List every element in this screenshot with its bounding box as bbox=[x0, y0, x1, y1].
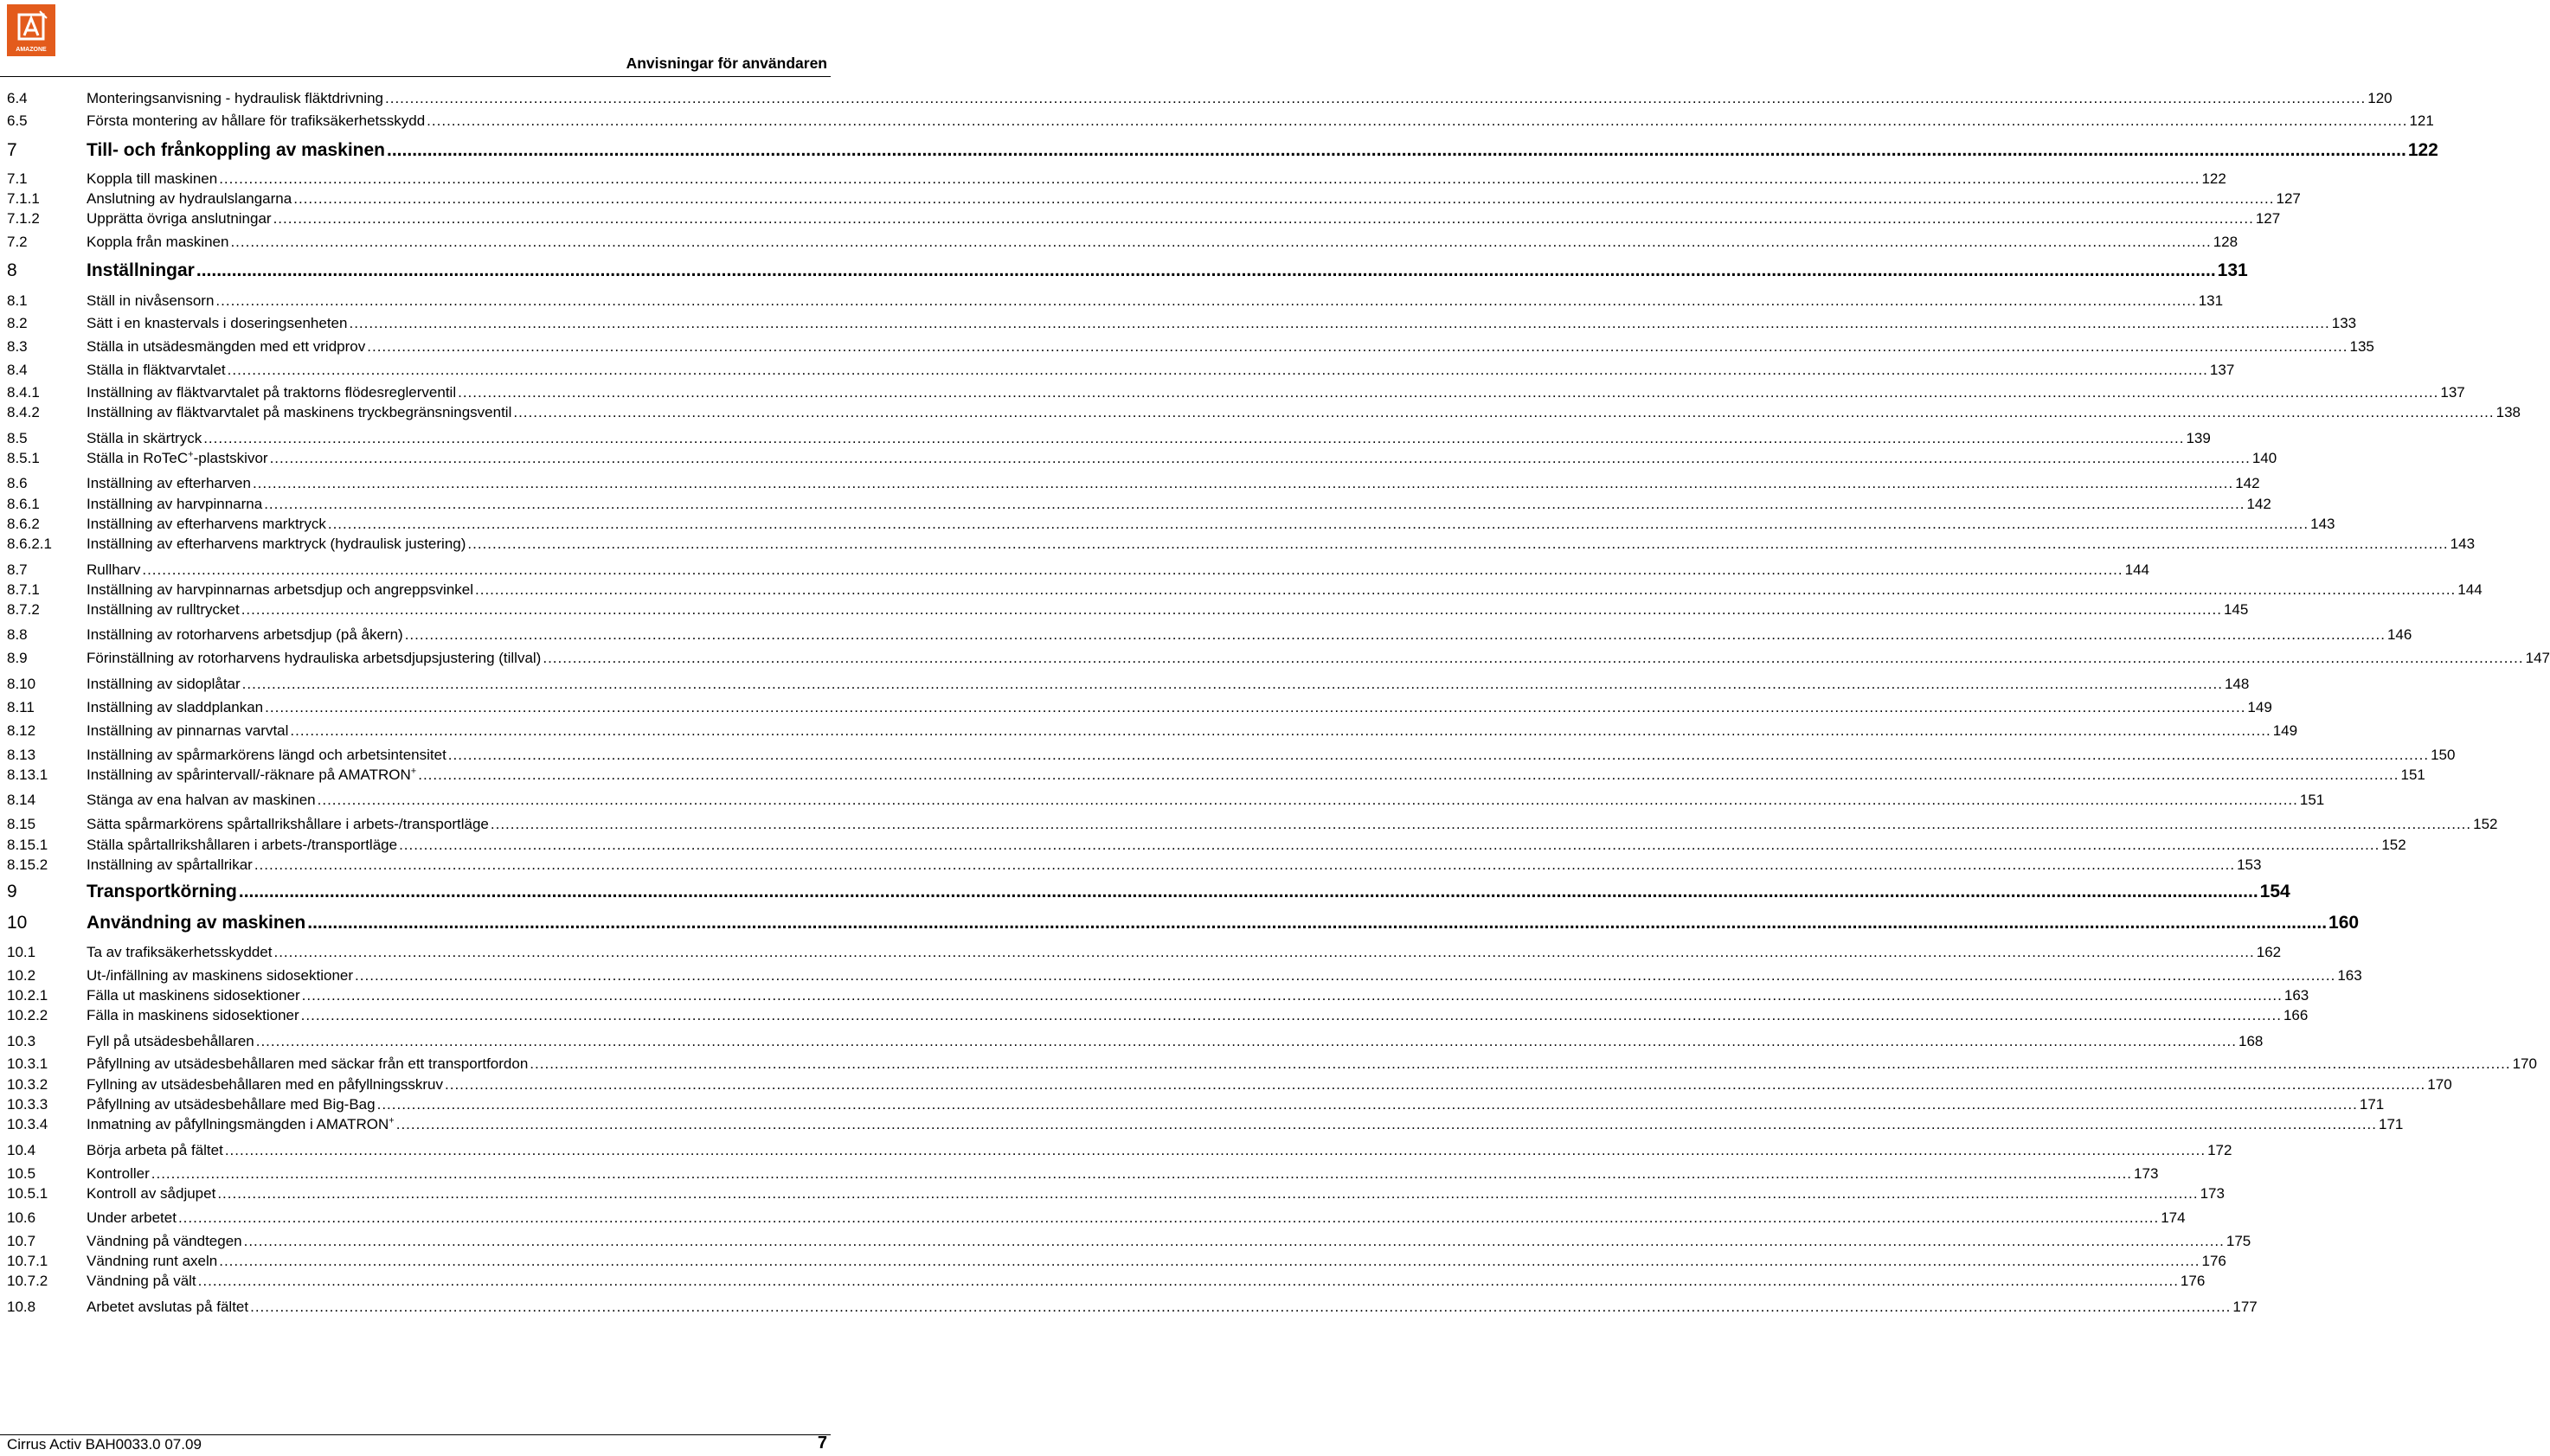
toc-entry-number: 10.2.1 bbox=[7, 987, 48, 1004]
toc-entry-number: 8.13.1 bbox=[7, 766, 48, 783]
toc-dot-leader: ................................................................................................................................................................................................................................................................................................................................................................................................................ bbox=[327, 516, 2309, 532]
toc-entry-title: Ställa spårtallrikshållaren i arbets-/transportläge bbox=[87, 837, 398, 853]
toc-dot-leader: ................................................................................................................................................................................................................................................................................................................................................................................................................ bbox=[241, 676, 2223, 692]
toc-entry[interactable] bbox=[7, 1273, 2206, 1293]
toc-entry-page: 174 bbox=[2161, 1209, 2186, 1226]
toc-entry-number: 8.11 bbox=[7, 699, 35, 715]
toc-entry-number: 7.1.1 bbox=[7, 190, 40, 207]
toc-dot-leader: ................................................................................................................................................................................................................................................................................................................................................................................................................ bbox=[307, 913, 2328, 933]
toc-entry[interactable] bbox=[7, 1165, 2159, 1186]
toc-dot-leader: ................................................................................................................................................................................................................................................................................................................................................................................................................ bbox=[219, 170, 2200, 187]
footer-divider bbox=[0, 1434, 831, 1435]
toc-dot-leader: ................................................................................................................................................................................................................................................................................................................................................................................................................ bbox=[219, 1253, 2200, 1269]
toc-entry-title: Inställning av spårmarkörens längd och arbetsintensitet bbox=[87, 747, 446, 763]
toc-entry-number: 8.15 bbox=[7, 816, 36, 832]
toc-entry-page: 152 bbox=[2473, 816, 2498, 832]
toc-entry[interactable] bbox=[7, 516, 2335, 536]
toc-entry-page: 131 bbox=[2198, 292, 2224, 309]
toc-entry-page: 137 bbox=[2440, 384, 2465, 401]
toc-entry-page: 166 bbox=[2283, 1007, 2309, 1023]
toc-entry-number: 10.7 bbox=[7, 1233, 36, 1249]
toc-entry-page: 137 bbox=[2209, 362, 2235, 378]
toc-entry-page: 177 bbox=[2232, 1299, 2258, 1315]
toc-dot-leader: ................................................................................................................................................................................................................................................................................................................................................................................................................ bbox=[395, 1116, 2377, 1132]
toc-entry[interactable] bbox=[7, 190, 2301, 211]
toc-entry[interactable] bbox=[7, 837, 2406, 857]
toc-entry-number: 9 bbox=[7, 882, 17, 901]
toc-dot-leader: ................................................................................................................................................................................................................................................................................................................................................................................................................ bbox=[293, 190, 2275, 207]
toc-dot-leader: ................................................................................................................................................................................................................................................................................................................................................................................................................ bbox=[387, 140, 2406, 160]
toc-entry[interactable] bbox=[7, 1253, 2226, 1273]
toc-entry[interactable] bbox=[7, 816, 2498, 837]
toc-entry-page: 176 bbox=[2201, 1253, 2226, 1269]
toc-entry-page: 127 bbox=[2255, 210, 2281, 227]
toc-dot-leader: ................................................................................................................................................................................................................................................................................................................................................................................................................ bbox=[301, 987, 2283, 1004]
toc-entry-title: Kontroller bbox=[87, 1165, 150, 1182]
page-header-title: Anvisningar för användaren bbox=[626, 55, 827, 72]
toc-entry-number: 8.3 bbox=[7, 338, 28, 355]
toc-entry-title: Vändning på vält bbox=[87, 1273, 196, 1289]
toc-entry-title: Monteringsanvisning - hydraulisk fläktdrivning bbox=[87, 90, 383, 106]
toc-entry[interactable] bbox=[7, 766, 2425, 787]
toc-entry-page: 152 bbox=[2381, 837, 2406, 853]
toc-entry[interactable] bbox=[7, 1055, 2537, 1076]
toc-entry[interactable] bbox=[7, 561, 2149, 582]
toc-entry[interactable] bbox=[7, 792, 2325, 812]
toc-entry-page: 147 bbox=[2525, 650, 2550, 666]
toc-dot-leader: ................................................................................................................................................................................................................................................................................................................................................................................................................ bbox=[269, 450, 2251, 466]
toc-entry[interactable] bbox=[7, 384, 2465, 405]
toc-entry-number: 10.3.3 bbox=[7, 1096, 48, 1113]
toc-entry-superscript: + bbox=[188, 449, 194, 460]
toc-entry-page: 171 bbox=[2379, 1116, 2404, 1132]
toc-dot-leader: ................................................................................................................................................................................................................................................................................................................................................................................................................ bbox=[376, 1096, 2358, 1113]
toc-entry-title: Inställning av spårintervall/-räknare på AMATRON+ bbox=[87, 766, 417, 783]
toc-entry-title: Vändning runt axeln bbox=[87, 1253, 218, 1269]
toc-entry-number: 8.6.2.1 bbox=[7, 536, 52, 552]
toc-entry[interactable] bbox=[7, 1076, 2452, 1097]
toc-entry-number: 7.1 bbox=[7, 170, 28, 187]
toc-entry[interactable] bbox=[7, 1033, 2264, 1054]
toc-entry-title: Sätta spårmarkörens spårtallrikshållare i arbets-/transportläge bbox=[87, 816, 489, 832]
toc-entry-title: Inmatning av påfyllningsmängden i AMATRON+ bbox=[87, 1115, 395, 1132]
toc-entry-title: Anslutning av hydraulslangarna bbox=[87, 190, 292, 207]
toc-entry[interactable] bbox=[7, 210, 2281, 231]
toc-entry[interactable] bbox=[7, 292, 2224, 313]
toc-dot-leader: ................................................................................................................................................................................................................................................................................................................................................................................................................ bbox=[513, 404, 2495, 420]
toc-entry-page: 131 bbox=[2217, 260, 2248, 280]
toc-entry-number: 7.1.2 bbox=[7, 210, 40, 227]
toc-entry[interactable] bbox=[7, 430, 2211, 451]
toc-entry[interactable] bbox=[7, 1007, 2309, 1028]
toc-entry-page: 168 bbox=[2238, 1033, 2264, 1049]
toc-entry-page: 142 bbox=[2246, 496, 2271, 512]
toc-dot-leader: ................................................................................................................................................................................................................................................................................................................................................................................................................ bbox=[215, 292, 2197, 309]
toc-entry-number: 8.15.2 bbox=[7, 856, 48, 873]
toc-entry-page: 128 bbox=[2213, 234, 2238, 250]
toc-dot-leader: ................................................................................................................................................................................................................................................................................................................................................................................................................ bbox=[250, 1299, 2232, 1315]
toc-dot-leader: ................................................................................................................................................................................................................................................................................................................................................................................................................ bbox=[399, 837, 2380, 853]
toc-entry[interactable] bbox=[7, 1142, 2232, 1163]
logo-graphic bbox=[7, 4, 55, 56]
toc-dot-leader: ................................................................................................................................................................................................................................................................................................................................................................................................................ bbox=[385, 90, 2367, 106]
toc-dot-leader: ................................................................................................................................................................................................................................................................................................................................................................................................................ bbox=[224, 1142, 2206, 1158]
toc-entry-title: Förinställning av rotorharvens hydrauliska arbetsdjupsjustering (tillval) bbox=[87, 650, 542, 666]
toc-entry-title: Inställning av pinnarnas varvtal bbox=[87, 722, 289, 739]
toc-dot-leader: ................................................................................................................................................................................................................................................................................................................................................................................................................ bbox=[300, 1007, 2282, 1023]
toc-entry-page: 170 bbox=[2512, 1055, 2537, 1072]
toc-entry[interactable] bbox=[7, 882, 2290, 908]
toc-entry-number: 10 bbox=[7, 913, 28, 933]
toc-dot-leader: ................................................................................................................................................................................................................................................................................................................................................................................................................ bbox=[349, 315, 2330, 331]
toc-entry-page: 170 bbox=[2427, 1076, 2452, 1093]
toc-entry-page: 154 bbox=[2259, 882, 2290, 901]
toc-entry[interactable] bbox=[7, 1096, 2385, 1117]
toc-entry-title: Inställning av rulltrycket bbox=[87, 601, 240, 618]
toc-entry-page: 135 bbox=[2349, 338, 2374, 355]
toc-entry-number: 8.15.1 bbox=[7, 837, 48, 853]
toc-dot-leader: ................................................................................................................................................................................................................................................................................................................................................................................................................ bbox=[490, 816, 2472, 832]
toc-entry-title: Inställning av sladdplankan bbox=[87, 699, 264, 715]
toc-entry[interactable] bbox=[7, 699, 2272, 720]
toc-entry-title: Transportkörning bbox=[87, 882, 237, 901]
toc-entry-number: 8.4 bbox=[7, 362, 28, 378]
toc-entry-number: 10.4 bbox=[7, 1142, 36, 1158]
toc-entry-title: Påfyllning av utsädesbehållaren med säckar från ett transportfordon bbox=[87, 1055, 529, 1072]
toc-entry[interactable] bbox=[7, 967, 2362, 988]
toc-entry-number: 10.2.2 bbox=[7, 1007, 48, 1023]
toc-entry[interactable] bbox=[7, 112, 2434, 133]
toc-entry-number: 8.2 bbox=[7, 315, 28, 331]
toc-entry-number: 10.7.1 bbox=[7, 1253, 48, 1269]
toc-entry-title: Rullharv bbox=[87, 561, 141, 578]
toc-entry-number: 8.6.1 bbox=[7, 496, 40, 512]
toc-entry-page: 142 bbox=[2235, 475, 2260, 491]
header-divider bbox=[0, 76, 831, 77]
toc-dot-leader: ................................................................................................................................................................................................................................................................................................................................................................................................................ bbox=[203, 430, 2185, 446]
toc-entry[interactable] bbox=[7, 449, 2277, 471]
toc-entry[interactable] bbox=[7, 601, 2249, 622]
toc-entry-page: 145 bbox=[2223, 601, 2249, 618]
toc-entry-title: Kontroll av sådjupet bbox=[87, 1185, 216, 1202]
logo-text: AMAZONE bbox=[16, 47, 47, 53]
toc-entry-title: Vändning på vändtegen bbox=[87, 1233, 242, 1249]
toc-entry-number: 8.5 bbox=[7, 430, 28, 446]
toc-entry-page: 144 bbox=[2124, 561, 2149, 578]
toc-dot-leader: ................................................................................................................................................................................................................................................................................................................................................................................................................ bbox=[264, 496, 2245, 512]
toc-dot-leader: ................................................................................................................................................................................................................................................................................................................................................................................................................ bbox=[447, 747, 2430, 763]
toc-entry-page: 150 bbox=[2431, 747, 2456, 763]
toc-entry-title: Upprätta övriga anslutningar bbox=[87, 210, 272, 227]
toc-entry-number: 8.6.2 bbox=[7, 516, 40, 532]
toc-entry-title: Första montering av hållare för trafiksäkerhetsskydd bbox=[87, 112, 426, 129]
toc-entry-number: 6.5 bbox=[7, 112, 28, 129]
toc-entry-page: 173 bbox=[2134, 1165, 2159, 1182]
toc-entry-title: Koppla från maskinen bbox=[87, 234, 229, 250]
toc-entry-number: 10.8 bbox=[7, 1299, 36, 1315]
toc-entry-number: 7.2 bbox=[7, 234, 28, 250]
toc-entry-title: Inställning av efterharvens marktryck bbox=[87, 516, 326, 532]
toc-entry[interactable] bbox=[7, 987, 2309, 1008]
toc-entry-title: Stänga av ena halvan av maskinen bbox=[87, 792, 316, 808]
toc-entry[interactable] bbox=[7, 362, 2235, 382]
toc-entry-number: 8.12 bbox=[7, 722, 36, 739]
toc-entry[interactable] bbox=[7, 1185, 2225, 1206]
toc-entry[interactable] bbox=[7, 338, 2374, 359]
toc-entry-page: 153 bbox=[2237, 856, 2262, 873]
toc-entry-number: 10.3.4 bbox=[7, 1116, 48, 1132]
toc-entry-page: 122 bbox=[2201, 170, 2226, 187]
toc-entry[interactable] bbox=[7, 496, 2271, 516]
toc-entry[interactable] bbox=[7, 260, 2248, 286]
toc-entry-title: Inställning av harvpinnarna bbox=[87, 496, 263, 512]
toc-entry-title: Inställning av efterharvens marktryck (hydraulisk justering) bbox=[87, 536, 466, 552]
toc-dot-leader: ................................................................................................................................................................................................................................................................................................................................................................................................................ bbox=[404, 626, 2386, 643]
toc-entry-title: Ställ in nivåsensorn bbox=[87, 292, 215, 309]
toc-entry-title: Användning av maskinen bbox=[87, 913, 306, 933]
toc-entry-number: 8.9 bbox=[7, 650, 28, 666]
toc-dot-leader: ................................................................................................................................................................................................................................................................................................................................................................................................................ bbox=[255, 1033, 2237, 1049]
toc-entry-page: 162 bbox=[2256, 944, 2282, 960]
toc-entry-title: Fyllning av utsädesbehållaren med en påfyllningsskruv bbox=[87, 1076, 444, 1093]
toc-entry-page: 144 bbox=[2457, 581, 2483, 598]
toc-dot-leader: ................................................................................................................................................................................................................................................................................................................................................................................................................ bbox=[467, 536, 2449, 552]
toc-entry[interactable] bbox=[7, 626, 2412, 647]
toc-entry-number: 8 bbox=[7, 260, 17, 280]
toc-entry-title: Under arbetet bbox=[87, 1209, 177, 1226]
toc-entry-title: Koppla till maskinen bbox=[87, 170, 218, 187]
toc-dot-leader: ................................................................................................................................................................................................................................................................................................................................................................................................................ bbox=[367, 338, 2348, 355]
toc-entry-title: Sätt i en knastervals i doseringsenheten bbox=[87, 315, 348, 331]
toc-entry-title: Arbetet avslutas på fältet bbox=[87, 1299, 249, 1315]
toc-entry-page: 143 bbox=[2310, 516, 2335, 532]
footer-page-number: 7 bbox=[817, 1434, 827, 1453]
toc-dot-leader: ................................................................................................................................................................................................................................................................................................................................................................................................................ bbox=[458, 384, 2439, 401]
toc-entry[interactable] bbox=[7, 1209, 2186, 1230]
toc-entry-title: Inställning av sidoplåtar bbox=[87, 676, 241, 692]
toc-entry-number: 8.4.1 bbox=[7, 384, 40, 401]
toc-entry[interactable] bbox=[7, 90, 2393, 111]
toc-entry-number: 10.6 bbox=[7, 1209, 36, 1226]
toc-entry[interactable] bbox=[7, 581, 2483, 602]
toc-entry-page: 133 bbox=[2331, 315, 2357, 331]
toc-dot-leader: ................................................................................................................................................................................................................................................................................................................................................................................................................ bbox=[142, 561, 2123, 578]
toc-dot-leader: ................................................................................................................................................................................................................................................................................................................................................................................................................ bbox=[445, 1076, 2426, 1093]
toc-entry[interactable] bbox=[7, 913, 2360, 939]
toc-dot-leader: ................................................................................................................................................................................................................................................................................................................................................................................................................ bbox=[243, 1233, 2225, 1249]
toc-entry-number: 8.7.2 bbox=[7, 601, 40, 618]
toc-entry-title: Inställning av spårtallrikar bbox=[87, 856, 253, 873]
toc-entry[interactable] bbox=[7, 536, 2476, 556]
toc-entry-page: 148 bbox=[2224, 676, 2250, 692]
toc-entry-title: Ställa in utsädesmängden med ett vridprov bbox=[87, 338, 366, 355]
toc-entry-number: 8.14 bbox=[7, 792, 36, 808]
toc-entry-page: 175 bbox=[2226, 1233, 2251, 1249]
toc-entry-title: Inställning av harvpinnarnas arbetsdjup och angreppsvinkel bbox=[87, 581, 474, 598]
toc-entry-page: 146 bbox=[2386, 626, 2412, 643]
toc-entry-page: 138 bbox=[2495, 404, 2521, 420]
toc-entry-number: 8.7.1 bbox=[7, 581, 40, 598]
toc-entry-page: 121 bbox=[2409, 112, 2434, 129]
toc-entry-page: 171 bbox=[2359, 1096, 2385, 1113]
toc-entry-number: 10.2 bbox=[7, 967, 36, 984]
toc-entry-number: 10.3 bbox=[7, 1033, 36, 1049]
toc-entry[interactable] bbox=[7, 475, 2260, 496]
toc-entry[interactable] bbox=[7, 315, 2357, 336]
toc-dot-leader: ................................................................................................................................................................................................................................................................................................................................................................................................................ bbox=[418, 766, 2399, 783]
toc-entry[interactable] bbox=[7, 234, 2238, 254]
toc-dot-leader: ................................................................................................................................................................................................................................................................................................................................................................................................................ bbox=[254, 856, 2236, 873]
toc-dot-leader: ................................................................................................................................................................................................................................................................................................................................................................................................................ bbox=[273, 944, 2255, 960]
toc-entry-page: 173 bbox=[2200, 1185, 2225, 1202]
toc-entry-number: 10.3.1 bbox=[7, 1055, 48, 1072]
toc-entry-page: 163 bbox=[2283, 987, 2309, 1004]
toc-entry-page: 127 bbox=[2276, 190, 2301, 207]
toc-dot-leader: ................................................................................................................................................................................................................................................................................................................................................................................................................ bbox=[241, 601, 2222, 618]
toc-entry-number: 8.10 bbox=[7, 676, 36, 692]
toc-dot-leader: ................................................................................................................................................................................................................................................................................................................................................................................................................ bbox=[227, 362, 2208, 378]
toc-entry-title: Börja arbeta på fältet bbox=[87, 1142, 223, 1158]
toc-entry[interactable] bbox=[7, 650, 2550, 670]
toc-entry-page: 176 bbox=[2180, 1273, 2206, 1289]
toc-dot-leader: ................................................................................................................................................................................................................................................................................................................................................................................................................ bbox=[252, 475, 2234, 491]
toc-entry-page: 139 bbox=[2186, 430, 2211, 446]
toc-entry-number: 6.4 bbox=[7, 90, 28, 106]
toc-dot-leader: ................................................................................................................................................................................................................................................................................................................................................................................................................ bbox=[151, 1165, 2133, 1182]
toc-entry-title: Inställning av efterharven bbox=[87, 475, 251, 491]
amazone-logo bbox=[7, 4, 55, 56]
toc-entry-number: 10.3.2 bbox=[7, 1076, 48, 1093]
toc-entry-page: 160 bbox=[2328, 913, 2360, 933]
toc-entry-page: 149 bbox=[2247, 699, 2272, 715]
toc-entry-page: 140 bbox=[2251, 450, 2277, 466]
toc-entry-page: 172 bbox=[2207, 1142, 2232, 1158]
toc-entry-number: 10.7.2 bbox=[7, 1273, 48, 1289]
toc-entry-title: Fälla ut maskinens sidosektioner bbox=[87, 987, 300, 1004]
toc-entry-superscript: + bbox=[410, 766, 417, 777]
toc-entry-title: Till- och frånkoppling av maskinen bbox=[87, 140, 386, 160]
toc-entry-page: 151 bbox=[2400, 766, 2425, 783]
toc-entry-number: 10.5 bbox=[7, 1165, 36, 1182]
toc-entry-title: Ställa in fläktvarvtalet bbox=[87, 362, 226, 378]
toc-entry[interactable] bbox=[7, 404, 2521, 425]
toc-entry-title: Inställning av rotorharvens arbetsdjup (på åkern) bbox=[87, 626, 403, 643]
footer-doc-ref: Cirrus Activ BAH0033.0 07.09 bbox=[7, 1436, 202, 1453]
toc-entry-number: 8.13 bbox=[7, 747, 36, 763]
toc-entry-page: 151 bbox=[2299, 792, 2325, 808]
toc-entry-number: 7 bbox=[7, 140, 17, 160]
toc-entry-title: Påfyllning av utsädesbehållare med Big-Bag bbox=[87, 1096, 376, 1113]
toc-entry[interactable] bbox=[7, 676, 2250, 696]
toc-entry-number: 8.6 bbox=[7, 475, 28, 491]
toc-entry[interactable] bbox=[7, 1233, 2251, 1254]
toc-entry-number: 8.4.2 bbox=[7, 404, 40, 420]
toc-entry-title: Ställa in skärtryck bbox=[87, 430, 202, 446]
toc-entry[interactable] bbox=[7, 944, 2282, 965]
toc-entry-number: 10.1 bbox=[7, 944, 36, 960]
toc-entry-page: 143 bbox=[2450, 536, 2476, 552]
toc-dot-leader: ................................................................................................................................................................................................................................................................................................................................................................................................................ bbox=[427, 112, 2408, 129]
toc-entry-title: Inställningar bbox=[87, 260, 195, 280]
toc-dot-leader: ................................................................................................................................................................................................................................................................................................................................................................................................................ bbox=[317, 792, 2298, 808]
toc-entry[interactable] bbox=[7, 856, 2262, 877]
toc-entry-title: Fälla in maskinens sidosektioner bbox=[87, 1007, 299, 1023]
toc-dot-leader: ................................................................................................................................................................................................................................................................................................................................................................................................................ bbox=[238, 882, 2258, 901]
toc-entry-title: Fyll på utsädesbehållaren bbox=[87, 1033, 254, 1049]
toc-dot-leader: ................................................................................................................................................................................................................................................................................................................................................................................................................ bbox=[265, 699, 2246, 715]
toc-entry-number: 10.5.1 bbox=[7, 1185, 48, 1202]
toc-dot-leader: ................................................................................................................................................................................................................................................................................................................................................................................................................ bbox=[217, 1185, 2199, 1202]
toc-dot-leader: ................................................................................................................................................................................................................................................................................................................................................................................................................ bbox=[475, 581, 2457, 598]
toc-entry-title: Ta av trafiksäkerhetsskyddet bbox=[87, 944, 273, 960]
toc-dot-leader: ................................................................................................................................................................................................................................................................................................................................................................................................................ bbox=[196, 260, 2216, 280]
toc-entry-title: Inställning av fläktvarvtalet på maskinens tryckbegränsningsventil bbox=[87, 404, 512, 420]
toc-entry-title: Inställning av fläktvarvtalet på traktorns flödesreglerventil bbox=[87, 384, 457, 401]
toc-entry-number: 8.1 bbox=[7, 292, 28, 309]
toc-dot-leader: ................................................................................................................................................................................................................................................................................................................................................................................................................ bbox=[177, 1209, 2160, 1226]
toc-entry[interactable] bbox=[7, 140, 2438, 166]
toc-entry[interactable] bbox=[7, 722, 2298, 743]
toc-entry-page: 122 bbox=[2407, 140, 2438, 160]
toc-dot-leader: ................................................................................................................................................................................................................................................................................................................................................................................................................ bbox=[290, 722, 2271, 739]
toc-entry-superscript: + bbox=[389, 1115, 395, 1126]
toc-dot-leader: ................................................................................................................................................................................................................................................................................................................................................................................................................ bbox=[530, 1055, 2511, 1072]
toc-entry-title: Ställa in RoTeC+-plastskivor bbox=[87, 449, 268, 466]
toc-entry[interactable] bbox=[7, 1299, 2258, 1319]
toc-dot-leader: ................................................................................................................................................................................................................................................................................................................................................................................................................ bbox=[355, 967, 2336, 984]
toc-entry-title: Ut-/infällning av maskinens sidosektioner bbox=[87, 967, 354, 984]
toc-dot-leader: ................................................................................................................................................................................................................................................................................................................................................................................................................ bbox=[273, 210, 2254, 227]
toc-entry-page: 120 bbox=[2367, 90, 2393, 106]
toc-entry[interactable] bbox=[7, 170, 2226, 191]
toc-entry-number: 8.8 bbox=[7, 626, 28, 643]
toc-dot-leader: ................................................................................................................................................................................................................................................................................................................................................................................................................ bbox=[230, 234, 2212, 250]
toc-entry-page: 163 bbox=[2337, 967, 2362, 984]
toc-entry-page: 149 bbox=[2272, 722, 2298, 739]
toc-entry-number: 8.7 bbox=[7, 561, 28, 578]
toc-entry[interactable] bbox=[7, 747, 2456, 767]
toc-entry[interactable] bbox=[7, 1115, 2404, 1137]
toc-entry-number: 8.5.1 bbox=[7, 450, 40, 466]
toc-dot-leader: ................................................................................................................................................................................................................................................................................................................................................................................................................ bbox=[197, 1273, 2179, 1289]
toc-dot-leader: ................................................................................................................................................................................................................................................................................................................................................................................................................ bbox=[543, 650, 2524, 666]
